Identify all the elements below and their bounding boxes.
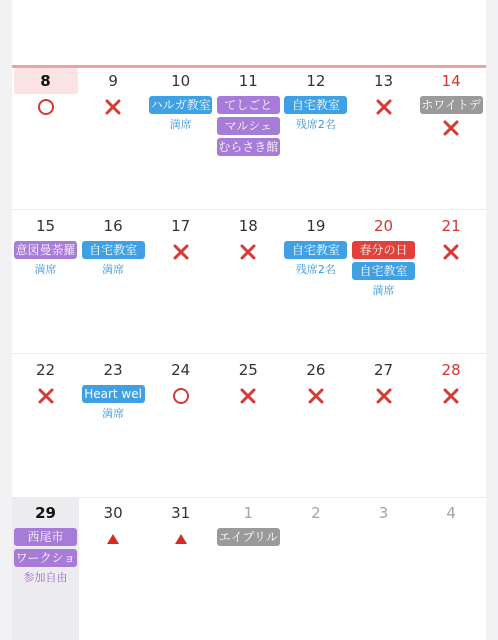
day-cell[interactable] (147, 357, 214, 409)
day-number: 12 (306, 72, 326, 90)
day-cell[interactable] (418, 213, 485, 265)
availability-note: 満席 (169, 118, 192, 131)
event-tag[interactable]: むらさき館 (218, 140, 279, 154)
day-number: 22 (35, 361, 56, 379)
day-cell[interactable] (12, 213, 79, 279)
cross-icon (149, 241, 212, 263)
day-number: 30 (103, 504, 123, 522)
day-cell[interactable] (147, 68, 214, 134)
cross-icon (217, 241, 280, 263)
week-divider (12, 209, 486, 210)
day-number: 21 (441, 217, 461, 235)
day-cell[interactable] (418, 357, 485, 409)
day-cell[interactable] (12, 357, 79, 409)
day-number: 17 (171, 217, 191, 235)
day-number: 23 (103, 361, 123, 379)
day-number: 10 (171, 72, 191, 90)
day-cell[interactable] (282, 357, 349, 409)
day-number: 28 (441, 361, 461, 379)
event-tag[interactable]: 自宅教室 (284, 241, 347, 259)
availability-note: 満席 (102, 263, 125, 276)
cross-icon (14, 385, 77, 407)
day-number: 24 (171, 361, 191, 379)
day-number: 31 (171, 504, 191, 522)
day-cell[interactable] (12, 68, 79, 120)
availability-note: 参加自由 (23, 571, 68, 584)
day-cell[interactable] (80, 68, 147, 120)
day-number: 26 (306, 361, 326, 379)
day-number: 29 (35, 504, 56, 522)
circle-icon (149, 385, 212, 407)
event-tag[interactable]: 自宅教室 (352, 262, 415, 280)
event-tag[interactable]: 自宅教室 (82, 241, 145, 259)
triangle-icon (149, 528, 212, 550)
event-tag[interactable]: ハルガ教室 (150, 98, 211, 112)
day-cell[interactable] (12, 500, 79, 587)
cross-icon (352, 385, 415, 407)
calendar-card (12, 0, 486, 640)
day-number: 1 (243, 504, 254, 522)
day-cell[interactable] (350, 68, 417, 120)
cross-icon (217, 385, 280, 407)
cross-icon (420, 117, 483, 139)
day-number: 27 (373, 361, 394, 379)
day-cell[interactable] (418, 68, 485, 141)
day-cell[interactable] (80, 213, 147, 279)
event-tag[interactable]: 意図曼荼羅 (15, 243, 76, 257)
availability-note: 残席2名 (295, 263, 336, 276)
availability-note: 残席2名 (295, 118, 336, 131)
week-divider (12, 353, 486, 354)
event-tag[interactable]: てしごと (217, 96, 280, 114)
day-number: 20 (373, 217, 394, 235)
day-cell[interactable] (80, 357, 147, 423)
day-number: 14 (441, 72, 461, 90)
event-tag[interactable]: 自宅教室 (284, 96, 347, 114)
day-cell[interactable] (215, 213, 282, 265)
day-cell[interactable] (215, 68, 282, 159)
event-tag[interactable]: マルシェ (217, 117, 280, 135)
day-cell[interactable] (147, 213, 214, 265)
day-cell[interactable] (350, 213, 417, 300)
day-number: 18 (238, 217, 258, 235)
triangle-icon (82, 528, 145, 550)
event-tag[interactable]: ホワイトデ (421, 98, 481, 112)
week-divider (12, 497, 486, 498)
cross-icon (420, 241, 483, 263)
availability-note: 満席 (102, 407, 125, 420)
day-number: 15 (35, 217, 56, 235)
cross-icon (82, 96, 145, 118)
day-cell[interactable] (350, 357, 417, 409)
day-cell[interactable] (350, 500, 417, 528)
day-cell[interactable] (282, 213, 349, 279)
event-tag[interactable]: エイプリル (218, 530, 278, 544)
event-tag[interactable]: 春分の日 (352, 241, 415, 259)
day-number: 11 (238, 72, 258, 90)
event-tag[interactable]: Heart wel (82, 385, 145, 403)
event-tag[interactable]: 西尾市 (14, 528, 77, 546)
cross-icon (420, 385, 483, 407)
circle-icon (14, 96, 77, 118)
day-number: 13 (373, 72, 394, 90)
day-cell[interactable] (282, 68, 349, 134)
day-cell[interactable] (80, 500, 147, 552)
day-cell[interactable] (147, 500, 214, 552)
day-number: 4 (446, 504, 456, 522)
day-number: 16 (103, 217, 123, 235)
availability-note: 満席 (34, 263, 57, 276)
day-number: 3 (378, 504, 389, 522)
day-number: 9 (108, 72, 118, 90)
event-tag[interactable]: ワークショ (15, 551, 76, 565)
day-cell[interactable] (215, 357, 282, 409)
cross-icon (352, 96, 415, 118)
day-number: 19 (306, 217, 326, 235)
day-cell[interactable] (418, 500, 485, 528)
day-cell[interactable] (282, 500, 349, 528)
availability-note: 満席 (372, 284, 395, 297)
day-number: 2 (311, 504, 321, 522)
day-cell[interactable] (215, 500, 282, 549)
day-number: 25 (238, 361, 258, 379)
cross-icon (284, 385, 347, 407)
day-number: 8 (14, 68, 78, 94)
